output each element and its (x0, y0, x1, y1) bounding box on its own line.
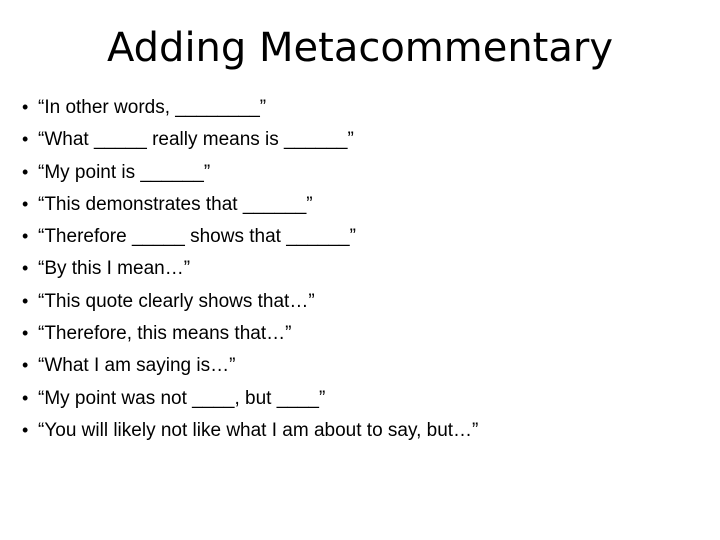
list-item (22, 382, 702, 414)
list-item (22, 91, 702, 123)
list-item (22, 252, 702, 284)
list-item (22, 220, 702, 252)
list-item (22, 349, 702, 381)
bullet-icon: • (22, 419, 29, 440)
list-item (22, 123, 702, 155)
bullet-icon: • (22, 355, 29, 376)
bullet-icon: • (22, 161, 29, 182)
list-item-text: “This quote clearly shows that…” (38, 290, 315, 312)
list-item-text: “Therefore _____ shows that ______” (38, 226, 356, 248)
list-item (22, 188, 702, 220)
list-item (22, 285, 702, 317)
slide-title: Adding Metacommentary (107, 25, 613, 71)
list-item-text: “My point is ______” (38, 161, 211, 183)
list-item-text: “What _____ really means is ______” (38, 129, 354, 151)
bullet-icon: • (22, 323, 29, 344)
bullet-icon: • (22, 387, 29, 408)
list-item-text: “My point was not ____, but ____” (38, 387, 326, 409)
list-item-text: “By this I mean…” (38, 258, 191, 280)
bullet-icon: • (22, 193, 29, 214)
bullet-icon: • (22, 258, 29, 279)
list-item (22, 317, 702, 349)
list-item-text: “This demonstrates that ______” (38, 193, 313, 215)
list-item-text: “What I am saying is…” (38, 355, 236, 377)
bullet-icon: • (22, 129, 29, 150)
list-item (22, 156, 702, 188)
bullet-list (22, 91, 702, 446)
bullet-icon: • (22, 290, 29, 311)
list-item (22, 414, 702, 446)
list-item-text: “Therefore, this means that…” (38, 323, 292, 345)
bullet-icon: • (22, 97, 29, 117)
list-item-text: “You will likely not like what I am about to say, but…” (38, 419, 479, 441)
list-item-text: “In other words, ________” (38, 97, 267, 118)
bullet-icon: • (22, 226, 29, 247)
